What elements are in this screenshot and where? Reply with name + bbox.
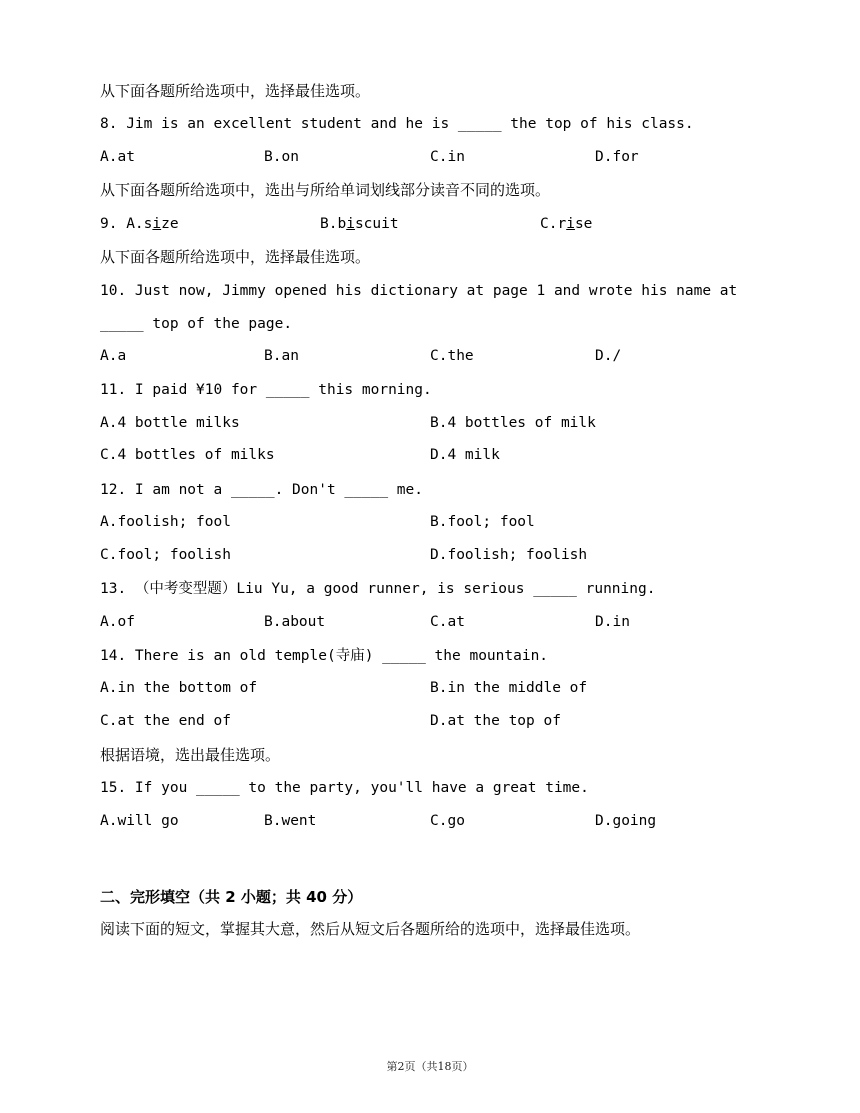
instruction-pronunciation: 从下面各题所给选项中，选出与所给单词划线部分读音不同的选项。 bbox=[100, 181, 551, 199]
question-15: 15. If you _____ to the party, you'll have a great time. bbox=[100, 780, 589, 796]
instruction-choose-best: 从下面各题所给选项中，选择最佳选项。 bbox=[100, 248, 371, 266]
instruction-context: 根据语境，选出最佳选项。 bbox=[100, 746, 281, 764]
q15-option-d: D.going bbox=[595, 813, 657, 829]
q11-option-d: D.4 milk bbox=[430, 447, 500, 463]
q14-option-d: D.at the top of bbox=[430, 713, 561, 729]
q10-option-d: D./ bbox=[595, 348, 622, 364]
question-10-line-1: 10. Just now, Jimmy opened his dictionary at page 1 and wrote his name at bbox=[100, 283, 738, 299]
underlined-letter: i bbox=[152, 216, 162, 232]
q10-option-b: B.an bbox=[264, 348, 299, 364]
q11-option-a: A.4 bottle milks bbox=[100, 415, 240, 431]
q8-option-b: B.on bbox=[264, 149, 299, 165]
q14-option-b: B.in the middle of bbox=[430, 680, 588, 696]
q9-option-c: C.rise bbox=[540, 216, 593, 232]
q11-option-b: B.4 bottles of milk bbox=[430, 415, 596, 431]
q11-option-c: C.4 bottles of milks bbox=[100, 447, 275, 463]
q12-option-c: C.fool; foolish bbox=[100, 547, 231, 563]
q14-option-a: A.in the bottom of bbox=[100, 680, 258, 696]
q8-option-a: A.at bbox=[100, 149, 135, 165]
q13-option-d: D.in bbox=[595, 614, 630, 630]
q12-option-b: B.fool; fool bbox=[430, 514, 535, 530]
question-8: 8. Jim is an excellent student and he is _____ the top of his class. bbox=[100, 116, 694, 132]
q10-option-a: A.a bbox=[100, 348, 127, 364]
underlined-letter: i bbox=[566, 216, 575, 232]
q10-option-c: C.the bbox=[430, 348, 474, 364]
instruction-choose-best: 从下面各题所给选项中，选择最佳选项。 bbox=[100, 82, 371, 100]
q13-option-b: B.about bbox=[264, 614, 326, 630]
q15-option-a: A.will go bbox=[100, 813, 179, 829]
section-2-title: 二、完形填空（共 2 小题；共 40 分） bbox=[100, 888, 363, 906]
question-10-line-2: _____ top of the page. bbox=[100, 316, 293, 332]
underlined-letter: i bbox=[346, 216, 355, 232]
page-footer: 第2页（共18页） bbox=[386, 1060, 474, 1073]
q13-option-c: C.at bbox=[430, 614, 465, 630]
question-13: 13. （中考变型题）Liu Yu, a good runner, is serious _____ running. bbox=[100, 581, 656, 597]
q13-option-a: A.of bbox=[100, 614, 135, 630]
q8-option-d: D.for bbox=[595, 149, 639, 165]
q15-option-c: C.go bbox=[430, 813, 465, 829]
question-12: 12. I am not a _____. Don't _____ me. bbox=[100, 482, 424, 498]
question-11: 11. I paid ¥10 for _____ this morning. bbox=[100, 382, 432, 398]
question-14: 14. There is an old temple(寺庙) _____ the mountain. bbox=[100, 648, 549, 664]
q15-option-b: B.went bbox=[264, 813, 317, 829]
q9-option-a: 9. A.size bbox=[100, 216, 179, 232]
q9-option-b: B.biscuit bbox=[320, 216, 399, 232]
q12-option-a: A.foolish; fool bbox=[100, 514, 231, 530]
q14-option-c: C.at the end of bbox=[100, 713, 231, 729]
q12-option-d: D.foolish; foolish bbox=[430, 547, 588, 563]
section-2-instruction: 阅读下面的短文，掌握其大意，然后从短文后各题所给的选项中，选择最佳选项。 bbox=[100, 920, 641, 938]
q8-option-c: C.in bbox=[430, 149, 465, 165]
